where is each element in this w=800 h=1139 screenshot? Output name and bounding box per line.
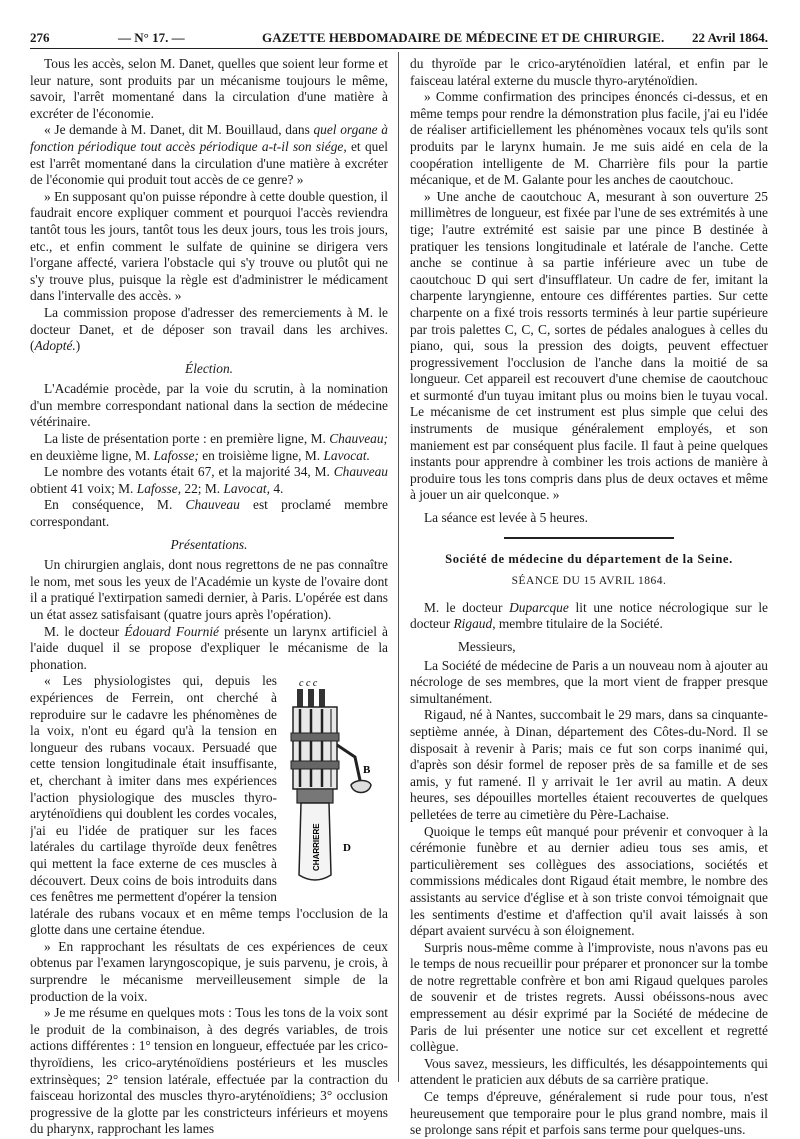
- figure-palette: [319, 689, 325, 709]
- paragraph: La liste de présentation porte : en première ligne, M. Chauveau; en deuxième ligne, M. Lafosse; en troisième ligne, M. Lavocat.: [30, 431, 388, 463]
- column-divider: [398, 52, 399, 1082]
- figure-palette: [297, 689, 303, 709]
- left-column: [30, 56, 388, 1138]
- paragraph: « Je demande à M. Danet, dit M. Bouillaud, dans quel organe à fonction périodique tout accès périodique a-t-il son siége, et quel est l'arrêt momentané dans la circulation d'une matière à excréter de l'économie qui produit tout accès de ce genre? »: [30, 122, 388, 188]
- figure-label-d: D: [343, 842, 351, 855]
- paragraph: La Société de médecine de Paris a un nouveau nom à ajouter au nécrologe de ses membres, que la mort vient de frapper presque simultanément.: [410, 657, 768, 706]
- section-heading-presentations: Présentations.: [170, 536, 248, 552]
- seance-date: SÉANCE DU 15 AVRIL 1864.: [511, 575, 667, 588]
- paragraph: Quoique le temps eût manqué pour prévenir et convoquer à la cérémonie funèbre et au dernier adieu tous ses amis, et particulièrement ses collègues des associations, sociétés et commissions médicales dont Rigaud était membre, le nombre des assistants au service d'église et à son triste convoi témoignait que les sentiments d'estime et d'affection qu'il avait laissés à son départ avaient survécu à son éloignement.: [410, 823, 768, 939]
- paragraph: L'Académie procède, par la voie du scrutin, à la nomination d'un membre correspondant national dans la section de médecine vétérinaire.: [30, 381, 388, 430]
- figure-tube-text: CHARRIERE: [312, 823, 321, 872]
- paragraph: Vous savez, messieurs, les difficultés, les désappointements qui attendent le praticien aux débuts de sa carrière pratique.: [410, 1055, 768, 1088]
- paragraph: du thyroïde par le crico-aryténoïdien latéral, et enfin par le faisceau latéral externe du muscle thyro-aryténoïdien.: [410, 56, 768, 88]
- paragraph: Un chirurgien anglais, dont nous regrettons de ne pas connaître le nom, met sous les yeux de l'Académie un kyste de l'ovaire dont il a pratiqué l'extirpation samedi dernier, à Paris. L'opérée est dans un état assez satisfaisant (quatre jours après l'opération).: [30, 557, 388, 622]
- paragraph: » En supposant qu'on puisse répondre à cette double question, il faudrait encore expliquer comment et pourquoi l'accès reviendra tantôt tous les jours, tantôt tous les deux jours, tous les trois jours, etc., et enfin comment le sulfate de quinine se dirigera vers l'organe affecté, variera l'obstacle qui s'y trouve ou plutôt qui ne s'y trouve plus, puisque la règle est d'administrer le médicament dans l'intervalle des accès. »: [30, 188, 388, 304]
- header-rule: [30, 48, 768, 49]
- paragraph: » En rapprochant les résultats de ces expériences de ceux obtenus par l'examen laryngoscopique, je suis parvenu, je crois, à surprendre le mécanisme merveilleusement simple de la production de la voix.: [30, 938, 388, 1004]
- paragraph: La séance est levée à 5 heures.: [424, 510, 588, 526]
- paragraph: M. le docteur Duparcque lit une notice nécrologique sur le docteur Rigaud, membre titulaire de la Société.: [410, 599, 768, 632]
- paragraph: » Comme confirmation des principes énoncés ci-dessus, et en même temps pour rendre la démonstration plus facile, j'ai eu l'idée de réaliser artificiellement les phénomènes vocaux tels qu'ils sont produits par le larynx humain. Je me suis aidé en cela de la coopération intelligente de M. Charrière fils pour la partie mécanique, et de M. Galante pour les anches de caoutchouc.: [410, 89, 768, 188]
- running-header: [30, 26, 768, 48]
- society-title: Société de médecine du département de la Seine.: [445, 551, 733, 566]
- salutation: Messieurs,: [458, 639, 516, 654]
- paragraph: M. le docteur Édouard Fournié présente un larynx artificiel à l'aide duquel il se propose d'expliquer le mécanisme de la phonation.: [30, 623, 389, 672]
- paragraph: Le nombre des votants était 67, et la majorité 34, M. Chauveau obtient 41 voix; M. Lafosse, 22; M. Lavocat, 4.: [30, 464, 388, 496]
- journal-title: GAZETTE HEBDOMADAIRE DE MÉDECINE ET DE CHIRURGIE.: [262, 30, 665, 45]
- paragraph: » Je me résume en quelques mots : Tous les tons de la voix sont le produit de la combinaison, à des degrés variables, de trois actions différentes : 1° tension en longueur, effectuée par les crico-thyroïdiens, les crico-aryténoïdiens postérieurs et les muscles extrinsèques; 2° tension latérale, effectuée par la contraction du faisceau horizontal des muscles thyro-aryténoïdiens; 3° occlusion progressive de la glotte par les constricteurs inférieurs et moyens du pharynx, rapprochant les lames: [30, 1005, 388, 1137]
- section-separator: [504, 537, 674, 539]
- paragraph: Surpris nous-même comme à l'improviste, nous n'avons pas eu le temps de nous recueillir pour préparer et prononcer sur la tombe de notre regrettable confrère et bon ami Rigaud quelques paroles de souvenir et de tristes regrets. Aussi obéissons-nous avec empressement au désir exprimé par la Société de médecine de Paris de lui présenter une notice sur cet excellent et regretté collègue.: [410, 939, 768, 1055]
- paragraph: Tous les accès, selon M. Danet, quelles que soient leur forme et leur nature, sont produits par un mécanisme toujours le même, savoir, l'arrêt momentané dans la circulation d'une matière à excréter de l'économie.: [30, 56, 388, 121]
- paragraph: La commission propose d'adresser des remerciements à M. le docteur Danet, et de déposer son travail dans les archives. (Adopté.): [30, 304, 388, 354]
- figure-label-c: c c c: [299, 678, 318, 690]
- paragraph: « Les physiologistes qui, depuis les expériences de Ferrein, ont cherché à reproduire sur le cadavre les phénomènes de la voix, n'ont eu égard qu'à la tension en longueur des rubans vocaux. Persuadé que cette tension longitudinale était insuffisante, et, cherchant à imiter dans mes expériences l'action physiologique des muscles thyro-aryténoïdiens qui doublent les cordes vocales, j'ai eu l'idée de pratiquer sur les faces latérales du cartilage thyroïde deux fenêtres qui mettent la face externe de ces muscles à découvert. Deux coins de bois introduits dans ces fenêtres me permettent d'opérer la tension latérale des rubans vocaux et en même temps l'occlusion de la glotte dans une certaine étendue.: [30, 673, 388, 938]
- issue-number: — N° 17. —: [118, 30, 185, 45]
- figure-clamp: [337, 745, 361, 785]
- section-heading-election: Élection.: [185, 360, 233, 376]
- paragraph: Ce temps d'épreuve, généralement si rude pour tous, n'est heureusement que temporaire pour le plus grand nombre, mais il se prolonge sans répit et parfois sans terme pour quelques-uns.: [410, 1089, 768, 1138]
- figure-wrap: [30, 673, 388, 939]
- issue-date: 22 Avril 1864.: [692, 30, 768, 45]
- paragraph: » Une anche de caoutchouc A, mesurant à son ouverture 25 millimètres de longueur, est fixée par l'une de ses extrémités à une tige; l'autre extrémité est saisie par une pince B destinée à pratiquer les tensions longitudinale et latérale de l'anche. Cette anche se continue à sa partie inférieure avec un tube de caoutchouc D qui sert d'insufflateur. Un cadre de fer, imitant la charpente laryngienne, entoure ces différentes parties. Sur cette charpente on a fixé trois ressorts terminés à leur partie supérieure par trois palettes C, C, C, sortes de pédales analogues à celles du piano, qui, sous la pression des doigts, peuvent effectuer progressivement l'occlusion de l'anche dans la moitié de sa longueur. Cet appareil est recouvert d'une chemise de caoutchouc et surmonté d'un tuyau imitant plus ou moins bien le tuyau vocal. Le mécanisme de cet instrument est plus simple que celui des instruments de musique généralement employés, et son maniement est par conséquent plus facile. Il faut à peine quelques instants pour apprendre à combiner les trois actions de manière à produire tous les tons compris dans plus de deux octaves et même à jouer un air quelconque. »: [410, 188, 768, 503]
- paragraph: En conséquence, M. Chauveau est proclamé membre correspondant.: [30, 497, 388, 530]
- figure-palette: [308, 689, 314, 709]
- page-number: 276: [30, 30, 50, 45]
- artificial-larynx-illustration: [283, 675, 388, 890]
- figure-label-b: B: [363, 764, 371, 777]
- paragraph: Rigaud, né à Nantes, succombait le 29 mars, dans sa cinquante-septième année, à Dinan, département des Côtes-du-Nord. Il se disposait à revenir à Paris; mais ce fut son corps inanimé qui, d'après son désir formel de reposer près de sa famille et de ses amis, y fut ramené. Il y arrivait le 1er avril au matin. A deux heures, ses dépouilles mortelles étaient recouvertes de quelques pelletées de terre au cimetière du Père-Lachaise.: [410, 707, 768, 822]
- right-column: [410, 56, 768, 1139]
